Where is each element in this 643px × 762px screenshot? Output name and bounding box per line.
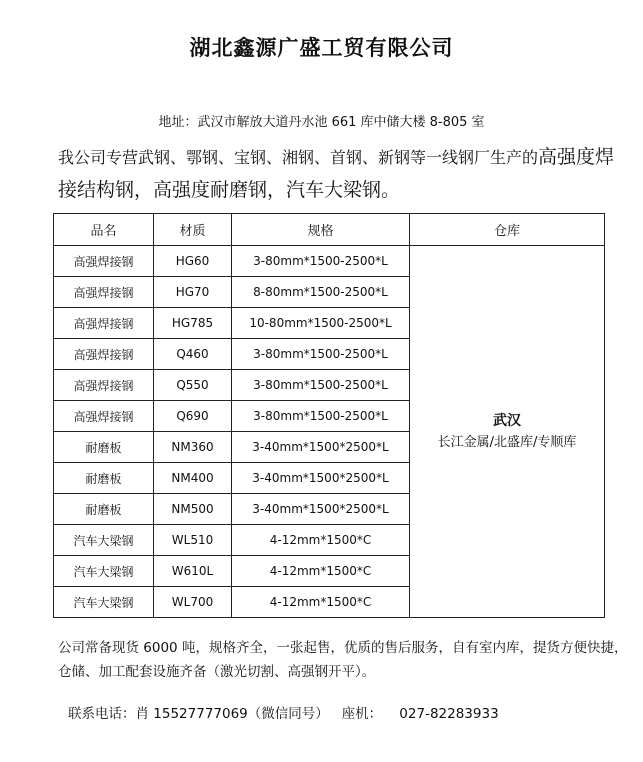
- header-spec: 规格: [232, 214, 410, 246]
- cell-grade: HG785: [154, 308, 232, 339]
- header-name: 品名: [54, 214, 154, 246]
- cell-name: 高强焊接钢: [54, 339, 154, 370]
- cell-grade: HG70: [154, 277, 232, 308]
- cell-spec: 3-80mm*1500-2500*L: [232, 246, 410, 277]
- cell-grade: Q690: [154, 401, 232, 432]
- cell-grade: Q550: [154, 370, 232, 401]
- cell-name: 高强焊接钢: [54, 277, 154, 308]
- product-table: [53, 213, 605, 618]
- cell-warehouse: [410, 246, 605, 618]
- cell-spec: 8-80mm*1500-2500*L: [232, 277, 410, 308]
- cell-name: 耐磨板: [54, 463, 154, 494]
- intro-text-b: 高强度焊接结构钢，高强度耐磨钢，汽车大梁钢。: [58, 146, 615, 201]
- cell-grade: NM360: [154, 432, 232, 463]
- cell-name: 高强焊接钢: [54, 308, 154, 339]
- cell-grade: HG60: [154, 246, 232, 277]
- cell-name: 耐磨板: [54, 494, 154, 525]
- cell-spec: 3-80mm*1500-2500*L: [232, 401, 410, 432]
- warehouse-locations: 长江金属/北盛库/专顺库: [437, 434, 577, 450]
- cell-spec: 4-12mm*1500*C: [232, 525, 410, 556]
- cell-name: 高强焊接钢: [54, 370, 154, 401]
- cell-name: 高强焊接钢: [54, 401, 154, 432]
- company-address: 地址：武汉市解放大道丹水池 661 库中储大楼 8-805 室: [158, 115, 485, 130]
- header-warehouse: 仓库: [410, 214, 605, 246]
- cell-name: 汽车大梁钢: [54, 587, 154, 618]
- cell-spec: 4-12mm*1500*C: [232, 556, 410, 587]
- cell-spec: 4-12mm*1500*C: [232, 587, 410, 618]
- cell-name: 汽车大梁钢: [54, 525, 154, 556]
- cell-grade: NM500: [154, 494, 232, 525]
- cell-grade: W610L: [154, 556, 232, 587]
- cell-spec: 3-80mm*1500-2500*L: [232, 370, 410, 401]
- cell-name: 耐磨板: [54, 432, 154, 463]
- cell-grade: WL700: [154, 587, 232, 618]
- cell-spec: 3-40mm*1500*2500*L: [232, 494, 410, 525]
- table-header-row: [54, 214, 605, 246]
- intro-text: [58, 141, 628, 207]
- cell-spec: 3-40mm*1500*2500*L: [232, 463, 410, 494]
- cell-grade: NM400: [154, 463, 232, 494]
- contact-info: 联系电话：肖 15527777069（微信同号） 座机： 027-82283933: [68, 706, 499, 722]
- cell-name: 高强焊接钢: [54, 246, 154, 277]
- cell-spec: 3-40mm*1500*2500*L: [232, 432, 410, 463]
- intro-text-a: 我公司专营武钢、鄂钢、宝钢、湘钢、首钢、新钢等一线钢厂生产的: [58, 148, 539, 167]
- cell-grade: Q460: [154, 339, 232, 370]
- cell-grade: WL510: [154, 525, 232, 556]
- cell-spec: 3-80mm*1500-2500*L: [232, 339, 410, 370]
- header-grade: 材质: [154, 214, 232, 246]
- company-title: 湖北鑫源广盛工贸有限公司: [189, 36, 454, 60]
- warehouse-city: 武汉: [493, 412, 521, 429]
- cell-name: 汽车大梁钢: [54, 556, 154, 587]
- company-description: 公司常备现货 6000 吨，规格齐全，一张起售，优质的售后服务，自有室内库，提货方便快捷，仓储、加工配套设施齐备（激光切割、高强钢开平）。: [58, 640, 628, 680]
- table-row: [54, 246, 605, 277]
- cell-spec: 10-80mm*1500-2500*L: [232, 308, 410, 339]
